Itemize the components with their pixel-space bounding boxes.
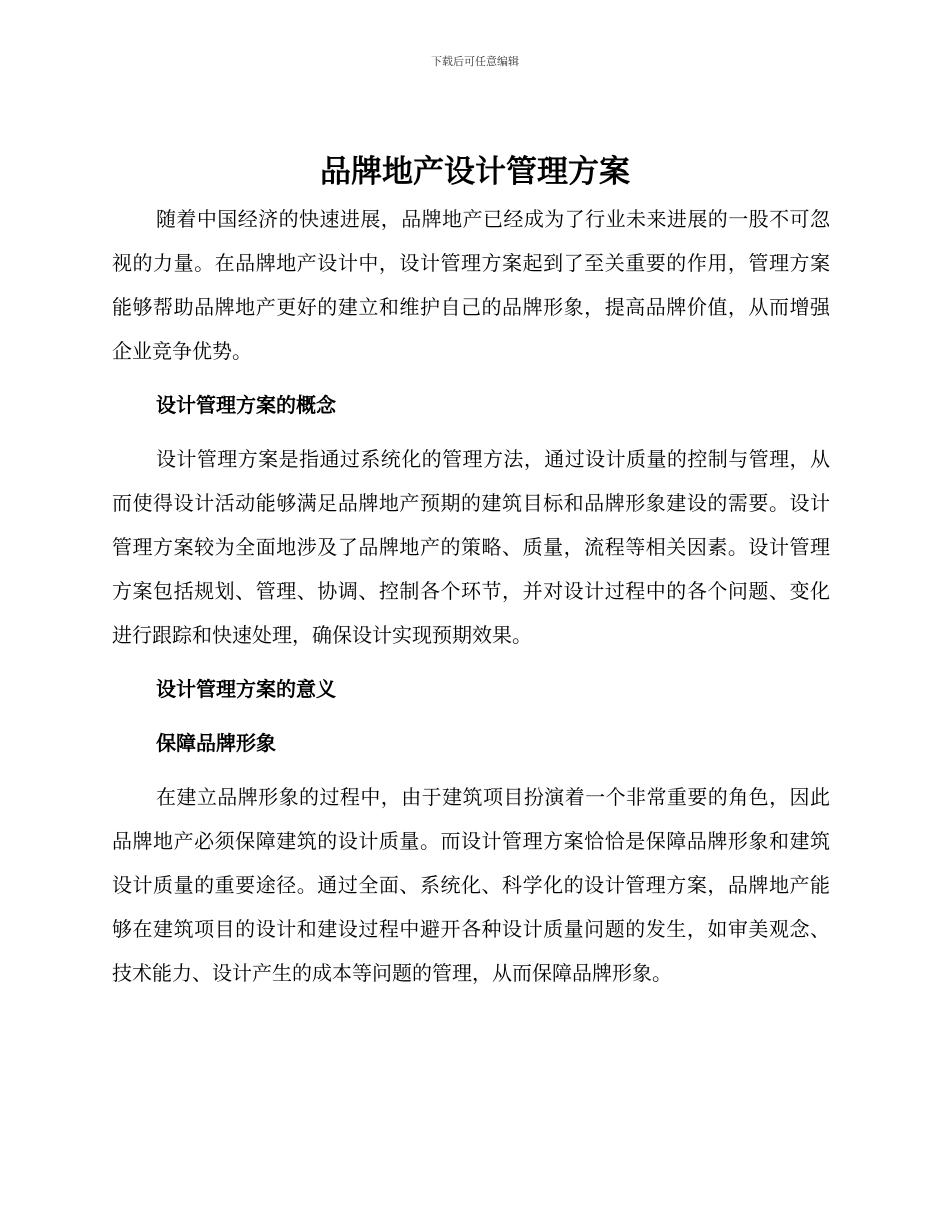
document-title: 品牌地产设计管理方案 — [320, 154, 630, 190]
brand-image-paragraph: 在建立品牌形象的过程中，由于建筑项目扮演着一个非常重要的角色，因此品牌地产必须保障建筑的设计质量。而设计管理方案恰恰是保障品牌形象和建筑设计质量的重要途径。通过全面、系统化、科学化的设计管理方案，品牌地产能够在建筑项目的设计和建设过程中避开各种设计质量问题的发生，如审美观念、技术能力、设计产生的成本等问题的管理，从而保障品牌形象。 — [112, 785, 830, 985]
document-body — [112, 197, 830, 995]
intro-paragraph: 随着中国经济的快速进展，品牌地产已经成为了行业未来进展的一股不可忽视的力量。在品牌地产设计中，设计管理方案起到了至关重要的作用，管理方案能够帮助品牌地产更好的建立和维护自己的品牌形象，提高品牌价值，从而增强企业竞争优势。 — [112, 207, 830, 363]
subsection-heading-brand-image: 保障品牌形象 — [156, 731, 276, 755]
section-heading-concept: 设计管理方案的概念 — [156, 393, 336, 417]
page-header: 下载后可任意编辑 — [431, 55, 519, 68]
concept-paragraph: 设计管理方案是指通过系统化的管理方法，通过设计质量的控制与管理，从而使得设计活动能够满足品牌地产预期的建筑目标和品牌形象建设的需要。设计管理方案较为全面地涉及了品牌地产的策略、质量，流程等相关因素。设计管理方案包括规划、管理、协调、控制各个环节，并对设计过程中的各个问题、变化进行跟踪和快速处理，确保设计实现预期效果。 — [112, 447, 830, 647]
section-heading-significance: 设计管理方案的意义 — [156, 677, 336, 701]
